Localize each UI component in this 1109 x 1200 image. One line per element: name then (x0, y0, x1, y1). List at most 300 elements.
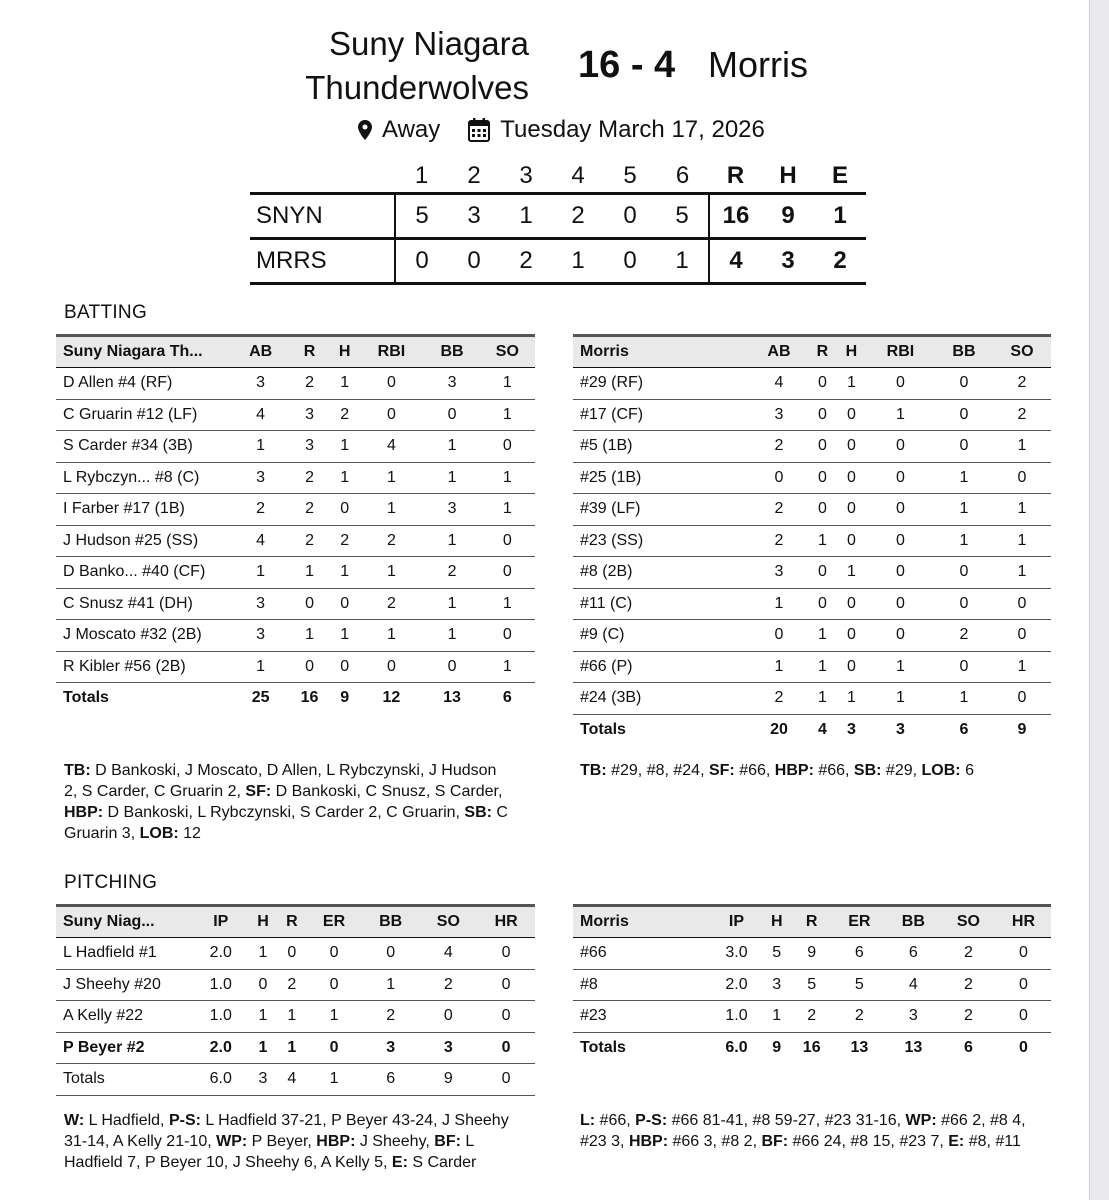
stat-cell: 1 (993, 431, 1051, 463)
inning-score: 2 (500, 239, 552, 284)
away-pitching-table (573, 904, 1051, 1063)
inning-header: 5 (623, 162, 637, 189)
table-row (56, 1032, 535, 1064)
stat-column-header: BB (362, 906, 420, 938)
stat-column-header: H (763, 906, 791, 938)
stat-cell: 0 (993, 683, 1051, 715)
player-cell: J Hudson #25 (SS) (56, 525, 233, 557)
player-cell: Totals (580, 720, 626, 738)
game-date: Tuesday March 17, 2026 (500, 116, 765, 143)
totals-row (56, 1064, 535, 1096)
totals-row (573, 714, 1051, 745)
stat-cell: 0 (424, 651, 479, 683)
stat-cell: 0 (306, 1032, 362, 1064)
stat-cell: 0 (808, 462, 837, 494)
opponent-name: Morris (708, 44, 808, 85)
stat-cell: 3 (288, 399, 331, 431)
stat-cell: 1 (935, 462, 993, 494)
stat-cell: 0 (808, 368, 837, 400)
stat-cell: 9 (791, 938, 833, 970)
inning-header: 2 (467, 162, 481, 189)
game-location: Away (382, 116, 441, 143)
stat-cell: 2 (362, 1001, 420, 1033)
stat-cell: 1 (249, 1032, 278, 1064)
stat-cell: 2 (750, 525, 808, 557)
note-label: HBP: (64, 804, 104, 821)
home-team-line1: Suny Niagara (329, 25, 529, 62)
stat-cell: 0 (866, 431, 935, 463)
note-label: SF: (245, 783, 272, 800)
stat-column-header: H (249, 906, 278, 938)
stat-cell: 6 (502, 689, 512, 707)
stat-cell: 9 (340, 689, 350, 707)
stat-cell: 0 (935, 399, 993, 431)
note-text: P Beyer, (247, 1133, 317, 1150)
player-cell: D Allen #4 (RF) (56, 368, 233, 400)
stat-cell: 1 (331, 620, 359, 652)
pitching-section-title: PITCHING (64, 872, 158, 893)
stat-cell: 3 (763, 969, 791, 1001)
stat-column-header: BB (424, 336, 479, 368)
stat-cell: 2 (424, 557, 479, 589)
stat-cell: 9 (420, 1064, 478, 1096)
table-row (573, 651, 1051, 683)
stat-cell: 0 (808, 431, 837, 463)
stat-cell: 0 (837, 462, 866, 494)
stat-cell: 0 (480, 431, 535, 463)
stat-cell: 1.0 (193, 969, 249, 1001)
stat-cell: 1 (866, 683, 935, 715)
stat-cell: 3 (362, 1032, 420, 1064)
table-row (573, 399, 1051, 431)
note-label: WP: (216, 1133, 248, 1150)
stat-column-header: SO (420, 906, 478, 938)
stat-cell: 2 (750, 683, 808, 715)
stat-cell: 0 (837, 494, 866, 526)
stat-cell: 0 (358, 368, 424, 400)
note-label: L: (580, 1112, 596, 1129)
table-row (573, 588, 1051, 620)
note-label: E: (948, 1133, 965, 1150)
table-row (573, 525, 1051, 557)
note-text: #66, (813, 762, 854, 779)
table-row (56, 368, 535, 400)
stat-column-header: IP (710, 906, 763, 938)
stat-cell: 1 (866, 399, 935, 431)
stat-cell: 0 (808, 588, 837, 620)
total-hits: 9 (762, 194, 814, 239)
stat-column-header: AB (233, 336, 288, 368)
player-cell: #5 (1B) (573, 431, 750, 463)
location-pin-icon (358, 120, 372, 140)
home-team-name (305, 22, 529, 110)
player-cell: #39 (LF) (573, 494, 750, 526)
player-cell: Totals (580, 1038, 626, 1056)
scrollbar[interactable] (1089, 0, 1109, 1200)
stat-cell: 0 (288, 651, 331, 683)
stat-cell: 2 (941, 969, 996, 1001)
stat-cell: 0 (935, 588, 993, 620)
inning-score: 5 (656, 194, 709, 239)
stat-cell: 1 (358, 557, 424, 589)
stat-cell: 0 (249, 969, 278, 1001)
stat-cell: 0 (866, 368, 935, 400)
stat-cell: 3 (424, 368, 479, 400)
stat-cell: 1 (993, 494, 1051, 526)
stat-cell: 1 (808, 651, 837, 683)
stat-cell: 0 (996, 969, 1051, 1001)
stat-cell: 4 (886, 969, 941, 1001)
stat-cell: 0 (808, 494, 837, 526)
player-cell: S Carder #34 (3B) (56, 431, 233, 463)
inning-header: 1 (414, 162, 429, 189)
stat-cell: 2 (833, 1001, 886, 1033)
stat-cell: 3.0 (710, 938, 763, 970)
stat-cell: 6 (886, 938, 941, 970)
away-batting-table (573, 334, 1051, 745)
note-label: BF: (761, 1133, 789, 1150)
note-label: TB: (64, 762, 91, 779)
stat-cell: 0 (358, 651, 424, 683)
stat-column-header: H (837, 336, 866, 368)
stat-cell: 1 (358, 620, 424, 652)
note-text: J Sheehy, (355, 1133, 435, 1150)
total-errors: 2 (814, 239, 866, 284)
stat-cell: 0 (331, 494, 359, 526)
stat-cell: 2 (750, 494, 808, 526)
stat-cell: 1 (331, 462, 359, 494)
stat-column-header: RBI (358, 336, 424, 368)
stat-cell: 1 (288, 620, 331, 652)
stat-cell: 4 (817, 720, 827, 738)
stat-cell: 0 (477, 1064, 535, 1096)
stat-cell: 1 (480, 462, 535, 494)
home-team-line2: Thunderwolves (305, 69, 529, 106)
stat-cell: 1 (424, 620, 479, 652)
stat-cell: 13 (443, 689, 461, 707)
stat-cell: 1 (808, 620, 837, 652)
stat-cell: 2 (420, 969, 478, 1001)
stat-cell: 3 (750, 399, 808, 431)
table-row (573, 431, 1051, 463)
stat-cell: 2 (288, 368, 331, 400)
table-row (573, 620, 1051, 652)
home-pitching-notes (64, 1110, 514, 1173)
stat-cell: 0 (935, 431, 993, 463)
table-row (56, 462, 535, 494)
note-text: #66 81-41, #8 59-27, #23 31-16, (667, 1112, 906, 1129)
note-text: #66 2, #8 4, #23 3, (580, 1112, 1026, 1150)
note-text: #8, #11 (964, 1133, 1021, 1150)
stat-cell: 2 (993, 399, 1051, 431)
stat-cell: 2 (993, 368, 1051, 400)
player-cell: #17 (CF) (573, 399, 750, 431)
note-label: SB: (464, 804, 492, 821)
stat-cell: 1 (993, 557, 1051, 589)
stat-cell: 0 (424, 399, 479, 431)
stat-cell: 0 (837, 399, 866, 431)
stat-cell: 0 (996, 938, 1051, 970)
stat-cell: 6.0 (725, 1038, 748, 1056)
stat-column-header: RBI (866, 336, 935, 368)
team-column-header: Morris (573, 906, 710, 938)
home-batting-table (56, 334, 535, 714)
stat-cell: 1 (424, 525, 479, 557)
stat-cell: 3 (288, 431, 331, 463)
stat-cell: 0 (420, 1001, 478, 1033)
inning-score: 3 (448, 194, 500, 239)
stat-cell: 0 (1019, 1038, 1028, 1056)
inning-score: 1 (500, 194, 552, 239)
stat-cell: 1 (331, 557, 359, 589)
player-cell: J Moscato #32 (2B) (56, 620, 233, 652)
stat-cell: 0 (837, 620, 866, 652)
stat-cell: 4 (750, 368, 808, 400)
table-row (56, 1001, 535, 1033)
table-row (56, 525, 535, 557)
stat-column-header: HR (996, 906, 1051, 938)
stat-cell: 4 (233, 399, 288, 431)
table-row (56, 431, 535, 463)
calendar-icon (468, 118, 490, 142)
stat-cell: 6 (963, 1038, 973, 1056)
stat-cell: 1 (837, 557, 866, 589)
note-text: #29, (881, 762, 922, 779)
home-batting-notes (64, 760, 514, 844)
player-cell: A Kelly #22 (56, 1001, 193, 1033)
errors-header: E (831, 162, 848, 189)
stat-column-header: IP (193, 906, 249, 938)
stat-cell: 9 (772, 1038, 782, 1056)
stat-cell: 1 (480, 368, 535, 400)
stat-cell: 3 (233, 462, 288, 494)
player-cell: C Snusz #41 (DH) (56, 588, 233, 620)
player-cell: I Farber #17 (1B) (56, 494, 233, 526)
stat-cell: 0 (866, 462, 935, 494)
note-text: #29, #8, #24, (606, 762, 709, 779)
stat-cell: 4 (420, 938, 478, 970)
inning-score: 1 (656, 239, 709, 284)
stat-cell: 2 (288, 462, 331, 494)
note-label: W: (64, 1112, 85, 1129)
stat-cell: 1 (480, 651, 535, 683)
table-row (573, 683, 1051, 715)
stat-cell: 2 (941, 938, 996, 970)
stat-cell: 6 (362, 1064, 420, 1096)
stat-cell: 13 (904, 1038, 923, 1056)
stat-cell: 6 (833, 938, 886, 970)
stat-column-header: BB (886, 906, 941, 938)
stat-cell: 1 (331, 431, 359, 463)
stat-cell: 0 (996, 1001, 1051, 1033)
stat-cell: 1 (750, 588, 808, 620)
stat-cell: 1 (362, 969, 420, 1001)
stat-cell: 0 (993, 620, 1051, 652)
stat-cell: 1 (249, 1001, 278, 1033)
stat-column-header: R (277, 906, 306, 938)
stat-cell: 1 (480, 588, 535, 620)
stat-column-header: SO (480, 336, 535, 368)
note-text: C Gruarin 3, (64, 804, 508, 842)
stat-cell: 1 (277, 1001, 306, 1033)
stat-cell: 1.0 (710, 1001, 763, 1033)
stat-column-header: HR (477, 906, 535, 938)
player-cell: #8 (573, 969, 710, 1001)
stat-cell: 0 (288, 588, 331, 620)
stat-cell: 12 (382, 689, 401, 707)
stat-cell: 1 (288, 557, 331, 589)
stat-cell: 0 (750, 462, 808, 494)
note-text: #66, (734, 762, 775, 779)
note-text: #66 3, #8 2, (668, 1133, 762, 1150)
home-pitching-table (56, 904, 535, 1096)
note-label: E: (391, 1154, 408, 1171)
stat-cell: 4 (358, 431, 424, 463)
stat-cell: 3 (896, 720, 905, 738)
total-hits: 3 (762, 239, 814, 284)
stat-cell: 5 (791, 969, 833, 1001)
team-column-header: Suny Niagara Th... (56, 336, 233, 368)
stat-cell: 1 (837, 368, 866, 400)
player-cell: #25 (1B) (573, 462, 750, 494)
away-pitching-notes (580, 1110, 1050, 1152)
total-runs: 4 (709, 239, 762, 284)
table-row (573, 462, 1051, 494)
inning-header: 3 (519, 162, 533, 189)
stat-cell: 0 (477, 1032, 535, 1064)
stat-column-header: BB (935, 336, 993, 368)
stat-cell: 0 (935, 651, 993, 683)
note-text: L Hadfield 7, P Beyer 10, J Sheehy 6, A Kelly 5, (64, 1133, 474, 1171)
player-cell: #8 (2B) (573, 557, 750, 589)
note-label: LOB: (921, 762, 961, 779)
stat-cell: 1 (331, 368, 359, 400)
stat-cell: 1 (424, 431, 479, 463)
table-row (573, 557, 1051, 589)
stat-cell: 1.0 (193, 1001, 249, 1033)
stat-cell: 3 (424, 494, 479, 526)
note-label: SB: (853, 762, 882, 779)
stat-cell: 1 (763, 1001, 791, 1033)
stat-cell: 0 (480, 620, 535, 652)
stat-cell: 2 (331, 525, 359, 557)
stat-cell: 0 (306, 938, 362, 970)
stat-cell: 0 (837, 525, 866, 557)
stat-cell: 4 (277, 1064, 306, 1096)
stat-cell: 0 (993, 588, 1051, 620)
stat-cell: 3 (846, 720, 856, 738)
stat-cell: 3 (233, 620, 288, 652)
table-row (56, 969, 535, 1001)
stat-cell: 0 (837, 651, 866, 683)
hits-header: H (779, 162, 797, 189)
stat-cell: 2.0 (193, 938, 249, 970)
player-cell: Totals (63, 689, 109, 707)
note-label: BF: (434, 1133, 461, 1150)
note-text: 6 (960, 762, 974, 779)
stat-cell: 0 (837, 431, 866, 463)
stat-cell: 0 (480, 557, 535, 589)
stat-cell: 0 (866, 620, 935, 652)
team-column-header: Suny Niag... (56, 906, 193, 938)
player-cell: #66 (573, 938, 710, 970)
note-text: S Carder (407, 1154, 477, 1171)
stat-cell: 3 (233, 588, 288, 620)
stat-cell: 0 (306, 969, 362, 1001)
stat-column-header: ER (833, 906, 886, 938)
stat-cell: 2 (288, 525, 331, 557)
totals-row (56, 683, 535, 714)
linescore-team: MRRS (250, 239, 395, 284)
table-row (56, 557, 535, 589)
stat-cell: 6.0 (193, 1064, 249, 1096)
linescore-row (250, 239, 866, 284)
stat-column-header: SO (993, 336, 1051, 368)
stat-cell: 1 (837, 683, 866, 715)
player-cell: #29 (RF) (573, 368, 750, 400)
inning-score: 0 (604, 194, 656, 239)
stat-column-header: R (288, 336, 331, 368)
stat-cell: 1 (358, 494, 424, 526)
stat-cell: 9 (1017, 720, 1027, 738)
stat-column-header: ER (306, 906, 362, 938)
note-label: WP: (905, 1112, 937, 1129)
stat-cell: 1 (233, 431, 288, 463)
linescore-table (250, 160, 866, 285)
stat-cell: 1 (935, 525, 993, 557)
final-score: 16 - 4 (578, 44, 676, 86)
inning-score: 0 (604, 239, 656, 284)
table-row (573, 1001, 1051, 1033)
table-row (573, 969, 1051, 1001)
stat-cell: 0 (935, 368, 993, 400)
player-cell: R Kibler #56 (2B) (56, 651, 233, 683)
note-text: L Hadfield 37-21, P Beyer 43-24, J Sheehy 31-14, A Kelly 21-10, (64, 1112, 509, 1150)
player-cell: #23 (SS) (573, 525, 750, 557)
stat-cell: 0 (358, 399, 424, 431)
stat-cell: 0 (866, 525, 935, 557)
note-text: #66, (595, 1112, 636, 1129)
stat-cell: 1 (358, 462, 424, 494)
stat-cell: 0 (477, 969, 535, 1001)
total-errors: 1 (814, 194, 866, 239)
stat-column-header: R (791, 906, 833, 938)
table-row (56, 588, 535, 620)
player-cell: L Rybczyn... #8 (C) (56, 462, 233, 494)
player-cell: J Sheehy #20 (56, 969, 193, 1001)
stat-cell: 0 (866, 494, 935, 526)
stat-cell: 3 (886, 1001, 941, 1033)
stat-cell: 3 (249, 1064, 278, 1096)
note-label: HBP: (774, 762, 814, 779)
stat-cell: 1 (424, 462, 479, 494)
stat-cell: 1 (935, 683, 993, 715)
table-row (573, 494, 1051, 526)
stat-cell: 0 (935, 557, 993, 589)
stat-cell: 2 (331, 399, 359, 431)
table-row (56, 651, 535, 683)
stat-cell: 1 (993, 525, 1051, 557)
note-label: P-S: (635, 1112, 668, 1129)
stat-cell: 6 (959, 720, 969, 738)
stat-column-header: R (808, 336, 837, 368)
stat-cell: 0 (808, 557, 837, 589)
stat-cell: 2.0 (193, 1032, 249, 1064)
stat-cell: 5 (763, 938, 791, 970)
stat-cell: 2 (791, 1001, 833, 1033)
stat-cell: 0 (331, 651, 359, 683)
stat-cell: 0 (277, 938, 306, 970)
